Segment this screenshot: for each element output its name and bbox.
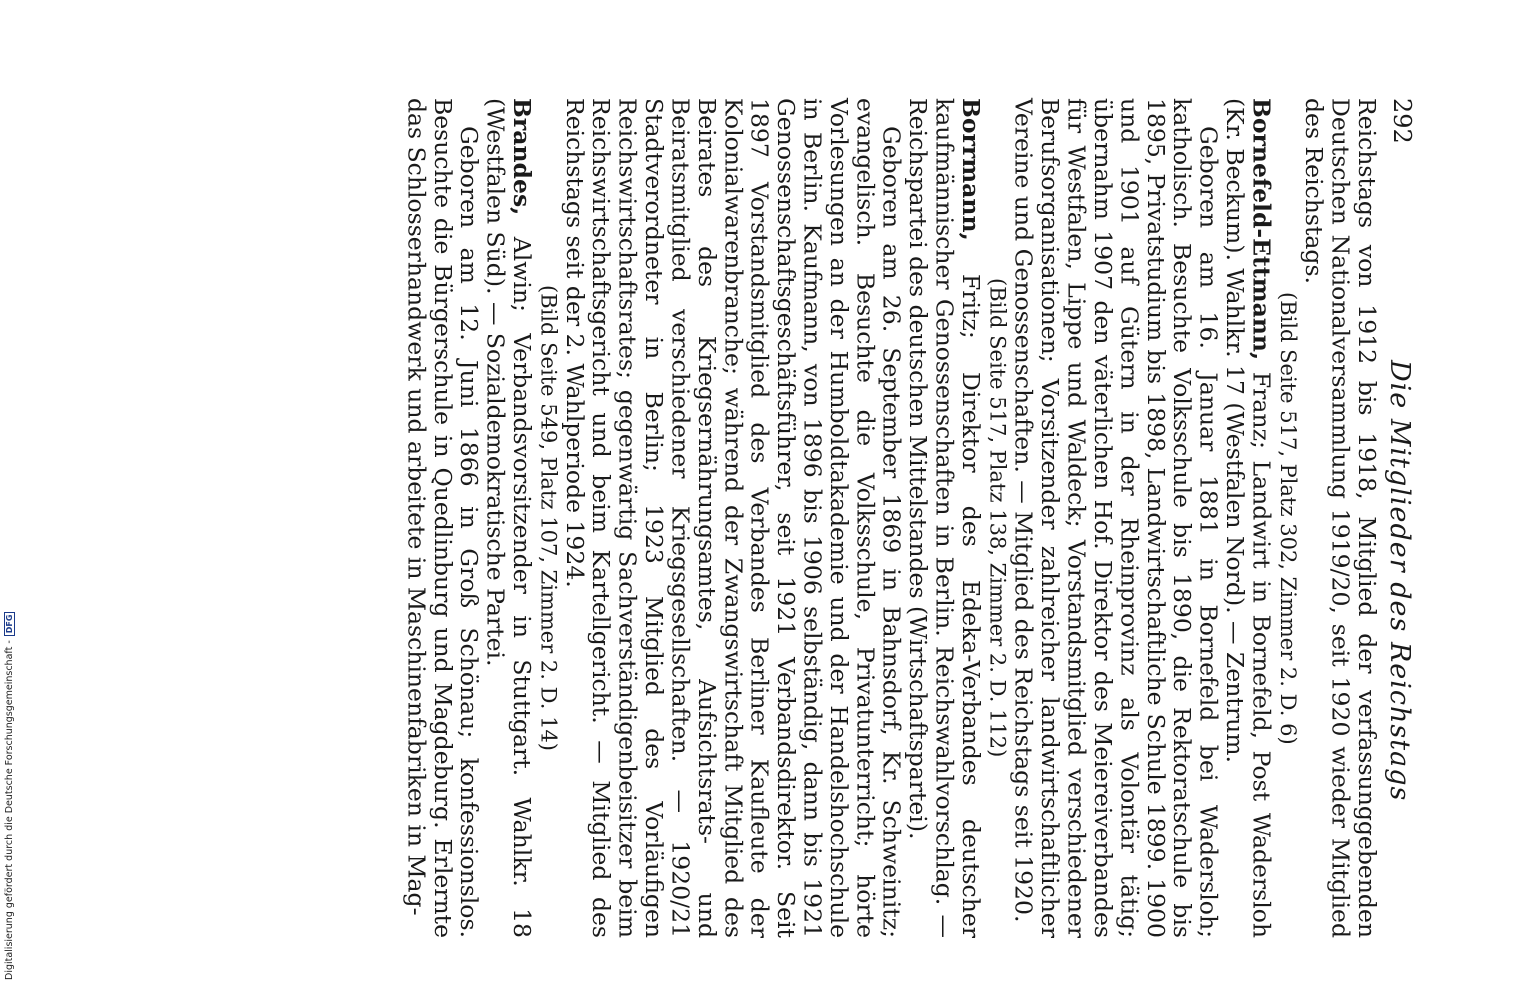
entry-reference: (Bild Seite 517, Platz 138, Zimmer 2. D. 112) [985, 278, 1010, 758]
entry-reference: (Bild Seite 549, Platz 107, Zimmer 2. D. 14) [536, 285, 561, 751]
entry-body: Geboren am 26. September 1869 in Bahnsdorf, Kr. Schweinitz; evangelisch. Besuchte die Volksschule, Privatunterricht; hörte Vorlesungen an der Humboldtakademie und der Handelshochschule in Berlin. Kaufmann, von 1896 bis 1906 selbständig, dann bis 1921 Genossenschaftsgeschäftsführer, seit 1921 Verbandsdirektor. Seit 1897 Vorstandsmitglied des Verbandes Berliner Kaufleute der Kolonialwarenbranche; während der Zwangswirtschaft Mitglied des Beirates des Kriegsernährungsamtes, Aufsichtsrats- und Beiratsmitglied verschiedener Kriegsgesellschaften. — 1920/21 Stadtverordneter in Berlin; 1923 Mitglied des Vorläufigen Reichswirtschaftsrates; gegenwärtig Sachverständigenbeisitzer beim Reichswirtschaftsgericht und beim Kartellgericht. — Mitglied des Reichstags seit der 2. Wahlperiode 1924. [560, 98, 906, 938]
page-body [80, 98, 1380, 938]
funding-note [4, 612, 15, 980]
member-name: Brandes, [508, 98, 536, 216]
dfg-logo-icon: DFG [4, 612, 15, 637]
member-name: Borrmann, [956, 98, 985, 241]
entry-heading [1222, 98, 1275, 938]
member-intro: Alwin; Verbandsvorsitzender in Stuttgart. Wahlkr. 18 (Westfalen Süd). — Sozialdemokratische Partei. [481, 98, 536, 938]
member-intro: Fritz; Direktor des Edeka-Verbandes deutscher kaufmännischer Genossenschaften in Berlin. Reichswahlvorschlag. — Reichspartei des deutschen Mittelstandes (Wirtschaftspartei). [904, 98, 985, 938]
entry-body: Geboren am 12. Juni 1866 in Groß Schönau; konfessionslos. Besuchte die Bürgerschule in Quedlinburg und Magdeburg. Erlernte das Schlosserhandwerk und arbeitete in Maschinenfabriken in Mag- [402, 98, 484, 938]
entry-reference: (Bild Seite 517, Platz 302, Zimmer 2. D. 6) [1275, 291, 1300, 745]
member-name: Bornefeld-Ettmann, [1247, 98, 1276, 361]
running-head: Die Mitglieder des Reichstags [1384, 360, 1415, 802]
page-number: 292 [1388, 98, 1416, 144]
entry-heading [905, 98, 984, 938]
funding-note-text: Digitalisierung gefördert durch die Deutsche Forschungsgemeinschaft - [4, 640, 15, 980]
entry-body: Geboren am 16. Januar 1881 in Bornefeld bei Wadersloh; katholisch. Besuchte Volksschule bis 1890, die Rektoratschule bis 1895, Privatstudium bis 1898, Landwirtschaftliche Schule 1899. 1900 und 1901 auf Gütern in der Rheinprovinz als Volontär tätig; übernahm 1907 den väterlichen Hof. Direktor des Meiereiverbandes für Westfalen, Lippe und Waldeck; Vorstandsmitglied verschiedener Berufsorganisationen; Vorsitzender zahlreicher landwirtschaftlicher Vereine und Genossenschaften. — Mitglied des Reichstags seit 1920. [1009, 98, 1223, 938]
entry-heading [482, 98, 535, 938]
member-intro: Franz; Landwirt in Bornefeld, Post Wadersloh (Kr. Beckum). Wahlkr. 17 (Westfalen Nord). — Zentrum. [1220, 98, 1276, 938]
entry-continuation: Reichstags von 1912 bis 1918, Mitglied der verfassunggebenden Deutschen Nationalversammlung 1919/20, seit 1920 wieder Mitglied des Reichstags. [1300, 98, 1381, 938]
